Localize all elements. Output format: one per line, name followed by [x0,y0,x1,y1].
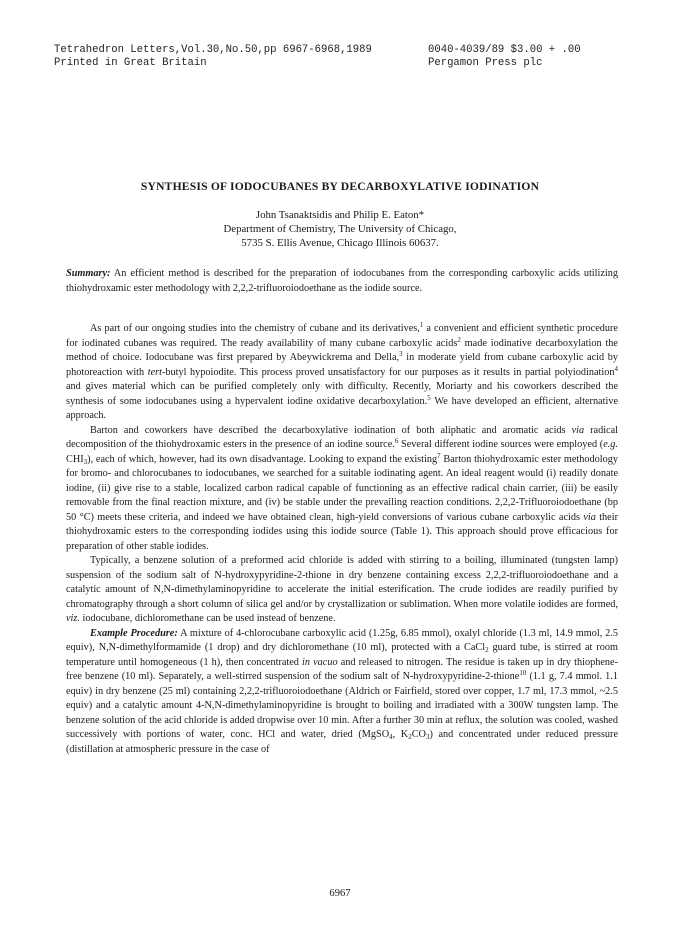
reference-superscript: 6 [394,437,399,445]
reference-superscript: 4 [614,364,619,373]
journal-citation: Tetrahedron Letters,Vol.30,No.50,pp 6967-6968,1989 [54,44,372,56]
article-title: SYNTHESIS OF IODOCUBANES BY DECARBOXYLATIVE IODINATION [140,180,540,193]
text-run: A mixture of 4-chlorocubane carboxylic acid (1.25g, 6.85 mmol), oxalyl chloride (1.3 ml, 14.9 mmol, 2.5 equiv), N,N-dimethylformamide (1 drop) and dry dichloromethane (10 ml), protected with a CaCl [66,627,618,653]
paragraph-2 [66,424,618,555]
text-run: We have developed an efficient, alternative approach. [66,395,618,421]
text-run: -butyl hypoiodite. This process proved unsatisfactory for our purposes as it results in partial polyiodination [161,366,615,378]
header-right [428,44,581,69]
reference-superscript: 3 [399,350,403,358]
text-run: ), each of which, however, had its own disadvantage. Looking to expand the existing [87,453,438,465]
italic-term: viz. [66,613,80,624]
subscript: 3 [83,457,88,466]
italic-term: via [583,511,596,523]
paragraph-1 [66,322,618,424]
text-run: guard tube, is stirred at room temperature until homogeneous (1 h), then concentrated [66,642,618,668]
text-run: their thiohydroxamic esters to the corresponding iodides using this iodide source (Table 1). This approach should prove efficacious for preparation of other stable iodides. [66,511,618,552]
text-run: Typically, a benzene solution of a preformed acid chloride is added with stirring to a boiling, illuminated (tungsten lamp) suspension of the sodium salt of N-hydroxypyridine-2-thione in dry benzene containing excess 2,2,2-trifluoroiodoethane and a catalytic amount of N,N-dimethylaminopyridine to accelerate the initial esterification. The crude iodides are readily purified by chromatography through a short column of silica gel and/or by crystallization or sublimation. When more volatile iodides are formed, [66,555,618,610]
subscript: 2 [408,733,412,741]
page-number: 6967 [329,888,351,899]
subscript: 4 [389,733,393,741]
reference-superscript: 1 [419,321,424,329]
affiliation-line-1: Department of Chemistry, The University of Chicago, [223,223,457,236]
text-run: ) and concentrated under reduced pressure (distillation at atmospheric pressure in the case of [66,729,618,755]
price-code: 0040-4039/89 $3.00 + .00 [428,44,581,56]
text-run: made iodinative decarboxylation the method of choice. Iodocubane was first prepared by Abeywickrema and Della, [66,337,618,363]
text-run: iodocubane, dichloromethane can be used instead of benzene. [79,613,336,624]
reference-superscript: 5 [427,393,431,402]
text-run: , K [392,729,409,740]
text-run: radical decomposition of the thiohydroxamic esters in the presence of an iodine source. [66,424,618,450]
authors: John Tsanaktsidis and Philip E. Eaton* [255,209,425,221]
publisher: Pergamon Press plc [428,56,543,69]
text-run: a convenient and efficient synthetic procedure for iodinated cubanes was required. The ready availability of many cubane carboxylic acids [66,323,618,349]
text-run: CHI [66,453,84,465]
body-text [66,322,618,757]
header-left [54,44,372,69]
summary-text: An efficient method is described for the preparation of iodocubanes from the corresponding carboxylic acids utilizing thiohydroxamic ester methodology with 2,2,2-trifluoroiodoethane as the iodide source. [66,268,618,294]
reference-superscript: 2 [457,335,461,344]
paragraph-4 [66,627,618,758]
italic-term: in vacuo [302,656,338,668]
italic-term: tert [147,366,162,378]
text-run: in moderate yield from cubane carboxylic acid by photoreaction with [66,352,618,378]
summary [66,267,618,296]
example-procedure-label: Example Procedure: [90,627,178,639]
subscript: 2 [485,646,489,654]
text-run: and released to nitrogen. The residue is taken up in dry thiophene-free benzene (10 ml). Separately, a well-stirred suspension of the sodium salt of N-hydroxypyridine-2-thione [66,656,618,682]
text-run: As part of our ongoing studies into the chemistry of cubane and its derivatives, [90,323,420,334]
summary-label: Summary: [66,268,111,279]
reference-superscript: 10 [519,669,527,677]
affiliation-line-2: 5735 S. Ellis Avenue, Chicago Illinois 60637. [241,237,439,250]
text-run: Barton and coworkers have described the decarboxylative iodination of both aliphatic and aromatic acids [90,424,572,436]
text-run: Barton thiohydroxamic ester methodology for bromo- and chlorocubanes to iodocubanes, we searched for a suitable iodinating agent. An ideal reagent would (i) readily donate iodine, (ii) give rise to a stable, localized carbon radical capable of functioning as an effective radical chain carrier, (iii) be easily removable from the final reaction mixture, and (iv) be stable under the prevailing reaction conditions. 2,2,2-Trifluoroiodoethane (bp 50 °C) meets these criteria, and indeed we have obtained clean, high-yield conversions of various cubane carboxylic acids [66,453,618,523]
text-run: (1.1 g, 7.4 mmol. 1.1 equiv) in dry benzene (25 ml) containing 2,2,2-trifluoroiodoethane (Aldrich or Fairfield, stored over copper, 1.7 ml, 17.3 mmol, ~2.5 equiv) and a catalytic amount 4-N,N-dimethylaminopyridine is brought to boiling and irradiated with a 300W tungsten lamp. The benzene solution of the acid chloride is added dropwise over 10 min. After a further 30 min at reflux, the solution was cooled, washed successively with portions of water, conc. HCl and water, dried (MgSO [66,671,618,740]
subscript: 3 [425,733,430,741]
author-block [0,208,680,251]
italic-term: via [571,424,585,436]
reference-superscript: 7 [437,451,441,460]
text-run: and gives material which can be purified completely only with difficulty. Recently, Moriarty and his coworkers described the synthesis of some iodocubanes using a hypervalent iodine oxidative decarboxylation. [66,381,618,407]
text-run: Several different iodine sources were employed ( [398,439,604,450]
paragraph-3 [66,554,618,627]
italic-term: e.g. [603,439,618,450]
text-run: CO [411,729,426,740]
printed-in: Printed in Great Britain [54,56,207,69]
